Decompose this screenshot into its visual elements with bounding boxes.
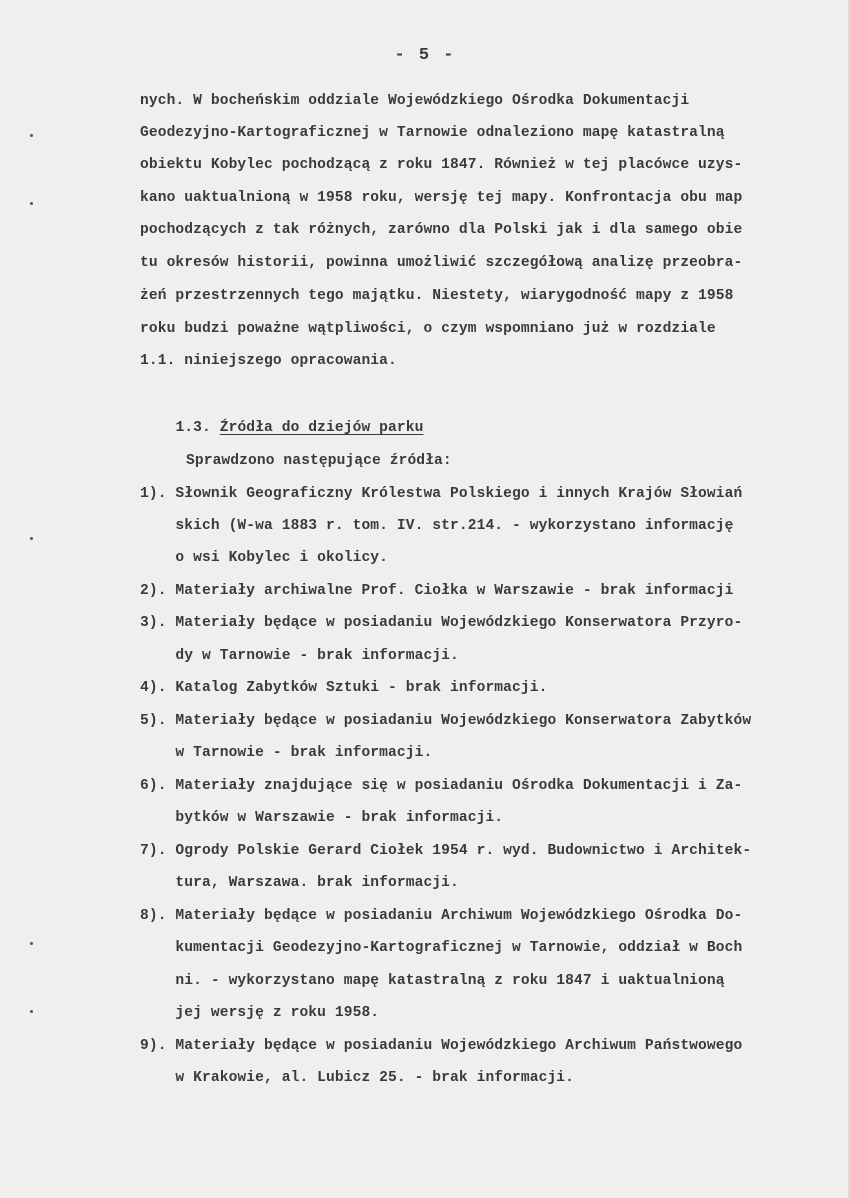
- sources-intro: Sprawdzono następujące źródła:: [186, 453, 452, 469]
- list-item-line: kumentacji Geodezyjno-Kartograficznej w Tarnowie, oddział w Boch: [140, 940, 743, 956]
- section-heading: [140, 401, 423, 455]
- body-line-9: 1.1. niniejszego opracowania.: [140, 353, 397, 369]
- list-item-line: tura, Warszawa. brak informacji.: [140, 875, 459, 891]
- body-line-7: żeń przestrzennych tego majątku. Niestety, wiarygodność mapy z 1958: [140, 288, 734, 304]
- list-item-line: 3). Materiały będące w posiadaniu Wojewódzkiego Konserwatora Przyro-: [140, 615, 743, 631]
- list-item-line: 8). Materiały będące w posiadaniu Archiwum Wojewódzkiego Ośrodka Do-: [140, 908, 743, 924]
- list-item-line: 1). Słownik Geograficzny Królestwa Polskiego i innych Krajów Słowiań: [140, 486, 743, 502]
- body-line-1: nych. W bocheńskim oddziale Wojewódzkiego Ośrodka Dokumentacji: [140, 93, 690, 109]
- list-item-line: dy w Tarnowie - brak informacji.: [140, 648, 459, 664]
- margin-mark: [30, 537, 33, 540]
- list-item-line: w Tarnowie - brak informacji.: [140, 745, 433, 761]
- list-item-line: 9). Materiały będące w posiadaniu Wojewódzkiego Archiwum Państwowego: [140, 1038, 743, 1054]
- body-line-3: obiektu Kobylec pochodzącą z roku 1847. Również w tej placówce uzys-: [140, 157, 743, 173]
- body-line-8: roku budzi poważne wątpliwości, o czym wspomniano już w rozdziale: [140, 321, 716, 337]
- body-line-2: Geodezyjno-Kartograficznej w Tarnowie odnaleziono mapę katastralną: [140, 125, 725, 141]
- body-line-5: pochodzących z tak różnych, zarówno dla Polski jak i dla samego obie: [140, 222, 743, 238]
- list-item-line: 2). Materiały archiwalne Prof. Ciołka w Warszawie - brak informacji: [140, 583, 734, 599]
- list-item-line: o wsi Kobylec i okolicy.: [140, 550, 389, 566]
- body-line-6: tu okresów historii, powinna umożliwić szczegółową analizę przeobra-: [140, 255, 743, 271]
- margin-mark: [30, 134, 33, 137]
- list-item-line: ni. - wykorzystano mapę katastralną z roku 1847 i uaktualnioną: [140, 973, 725, 989]
- body-line-4: kano uaktualnioną w 1958 roku, wersję tej mapy. Konfrontacja obu map: [140, 190, 743, 206]
- list-item-line: 6). Materiały znajdujące się w posiadaniu Ośrodka Dokumentacji i Za-: [140, 778, 743, 794]
- margin-mark: [30, 1010, 33, 1013]
- list-item-line: 4). Katalog Zabytków Sztuki - brak informacji.: [140, 680, 548, 696]
- list-item-line: w Krakowie, al. Lubicz 25. - brak informacji.: [140, 1070, 575, 1086]
- section-number: 1.3.: [175, 420, 211, 436]
- section-title: Źródła do dziejów parku: [219, 420, 424, 436]
- margin-mark: [30, 942, 33, 945]
- list-item-line: bytków w Warszawie - brak informacji.: [140, 810, 504, 826]
- list-item-line: 5). Materiały będące w posiadaniu Wojewódzkiego Konserwatora Zabytków: [140, 713, 752, 729]
- list-item-line: 7). Ogrody Polskie Gerard Ciołek 1954 r. wyd. Budownictwo i Architek-: [140, 843, 752, 859]
- margin-mark: [30, 202, 33, 205]
- page-number: - 5 -: [394, 46, 456, 65]
- list-item-line: skich (W-wa 1883 r. tom. IV. str.214. - wykorzystano informację: [140, 518, 734, 534]
- list-item-line: jej wersję z roku 1958.: [140, 1005, 380, 1021]
